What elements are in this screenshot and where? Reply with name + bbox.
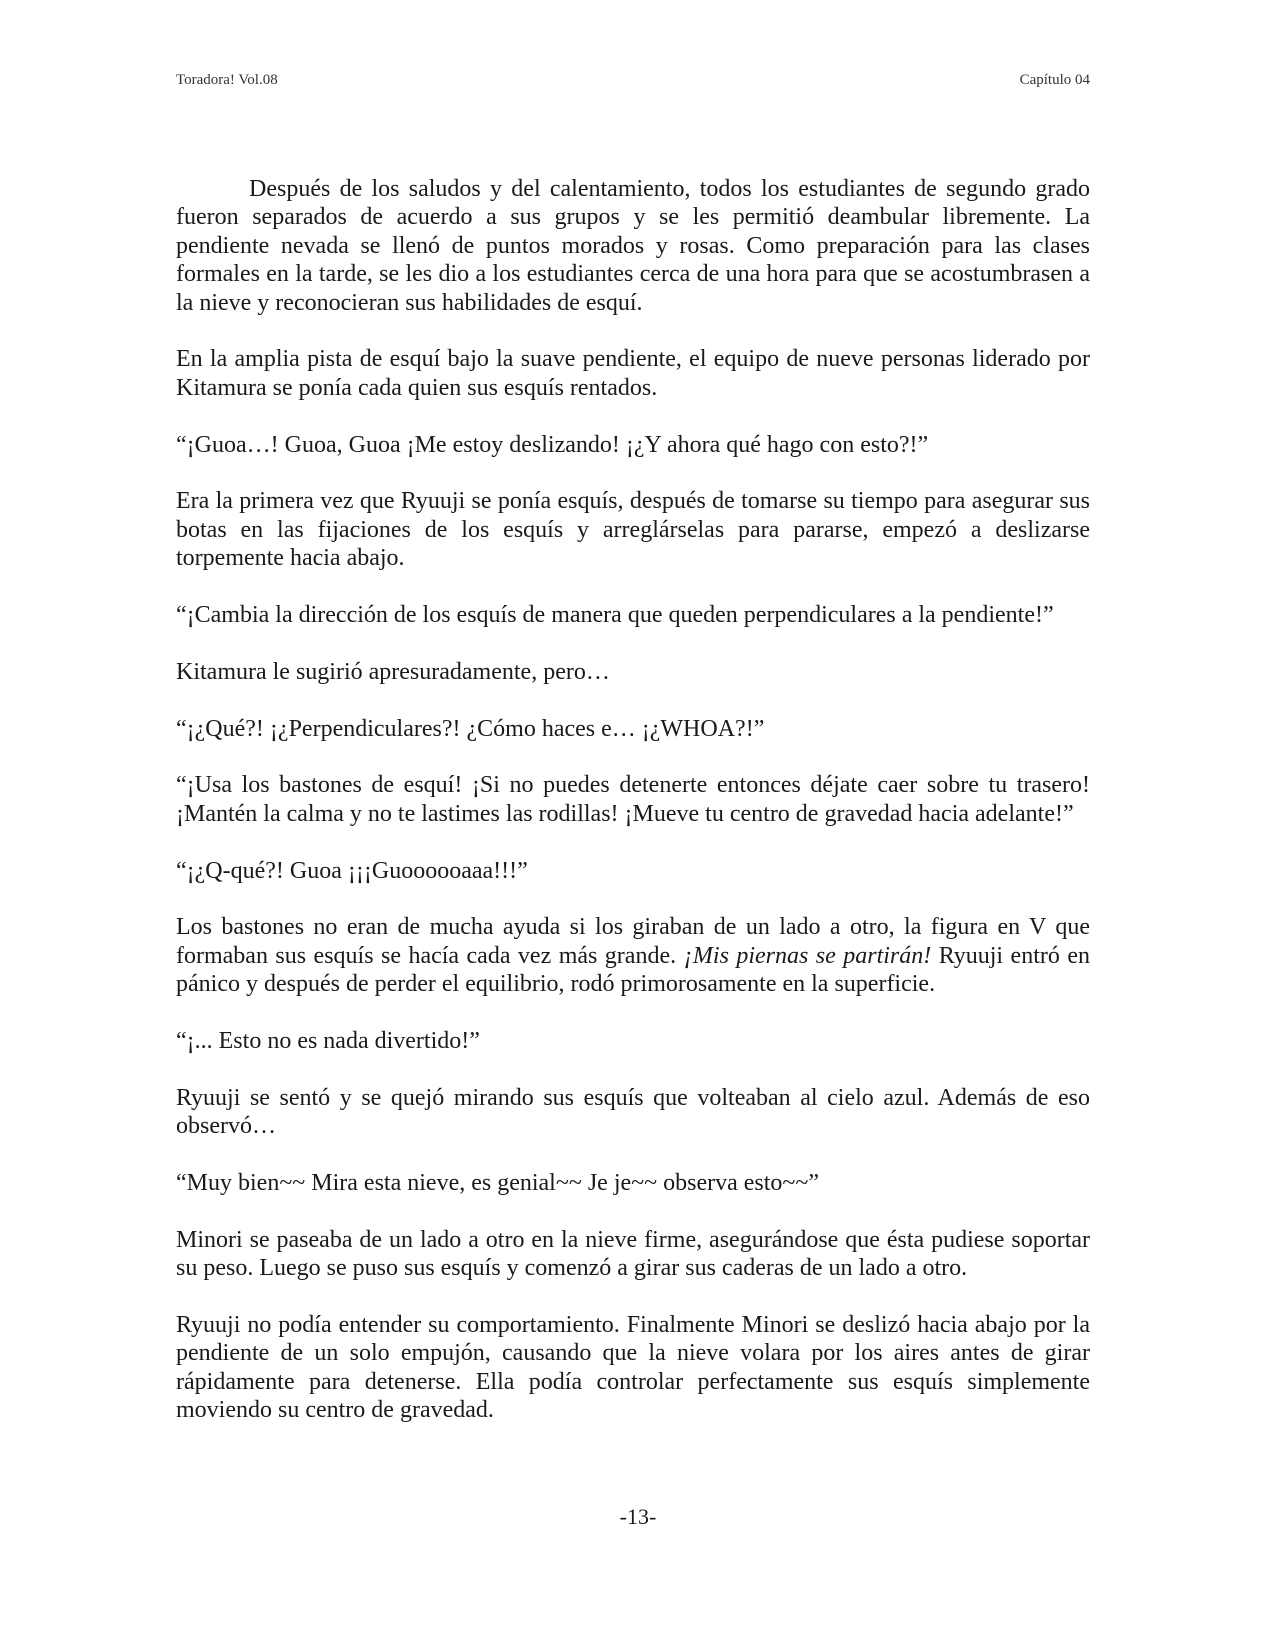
paragraph: Era la primera vez que Ryuuji se ponía esquís, después de tomarse su tiempo para asegurar sus botas en las fijaciones de los esquís y arreglárselas para pararse, empezó a deslizarse torpemente hacia abajo. [176,488,1090,572]
header-book-title: Toradora! Vol.08 [176,72,278,88]
paragraph [176,913,1090,998]
dialogue-line: “Muy bien~~ Mira esta nieve, es genial~~ Je je~~ observa esto~~” [176,1170,820,1197]
header-chapter: Capítulo 04 [1019,72,1090,88]
paragraph: Después de los saludos y del calentamiento, todos los estudiantes de segundo grado fueron separados de acuerdo a sus grupos y se les permitió deambular libremente. La pendiente nevada se llenó de puntos morados y rosas. Como preparación para las clases formales en la tarde, se les dio a los estudiantes cerca de una hora para que se acostumbrasen a la nieve y reconocieran sus habilidades de esquí. [176,176,1090,316]
dialogue-line: “¡¿Q-qué?! Guoa ¡¡¡Guoooooaaa!!!” [176,857,528,884]
paragraph: En la amplia pista de esquí bajo la suave pendiente, el equipo de nueve personas liderado por Kitamura se ponía cada quien sus esquís rentados. [176,346,1090,401]
page-number: -13- [619,1504,657,1529]
dialogue-line: “¡... Esto no es nada divertido!” [176,1028,480,1055]
page-footer [0,1504,1276,1530]
dialogue-line: “¡¿Qué?! ¡¿Perpendiculares?! ¿Cómo haces e… ¡¿WHOA?!” [176,715,765,742]
paragraph: Minori se paseaba de un lado a otro en la nieve firme, asegurándose que ésta pudiese soportar su peso. Luego se puso sus esquís y comenzó a girar sus caderas de un lado a otro. [176,1226,1090,1282]
paragraph-text: Los bastones no eran de mucha ayuda si los giraban de un lado a otro, la figura en V que formaban sus esquís se hacía cada vez más grande. [176,914,1090,969]
dialogue-line: “¡Usa los bastones de esquí! ¡Si no puedes detenerte entonces déjate caer sobre tu trasero! ¡Mantén la calma y no te lastimes las rodillas! ¡Mueve tu centro de gravedad hacia adelante!” [176,772,1090,827]
dialogue-line: “¡Cambia la dirección de los esquís de manera que queden perpendiculares a la pendiente!” [176,602,1054,629]
paragraph: Ryuuji no podía entender su comportamiento. Finalmente Minori se deslizó hacia abajo por la pendiente de un solo empujón, causando que la nieve volara por los aires antes de girar rápidamente para detenerse. Ella podía controlar perfectamente sus esquís simplemente moviendo su centro de gravedad. [176,1312,1090,1424]
paragraph-text: Ryuuji entró en pánico y después de perder el equilibrio, rodó primorosamente en la superficie. [176,942,1090,998]
page-header [176,72,1090,96]
body-text [176,175,1090,1425]
dialogue-line: “¡Guoa…! Guoa, Guoa ¡Me estoy deslizando! ¡¿Y ahora qué hago con esto?!” [176,431,929,458]
paragraph: Ryuuji se sentó y se quejó mirando sus esquís que volteaban al cielo azul. Además de eso observó… [176,1084,1090,1140]
paragraph: Kitamura le sugirió apresuradamente, pero… [176,658,610,685]
italic-thought: ¡Mis piernas se partirán! [683,942,932,969]
